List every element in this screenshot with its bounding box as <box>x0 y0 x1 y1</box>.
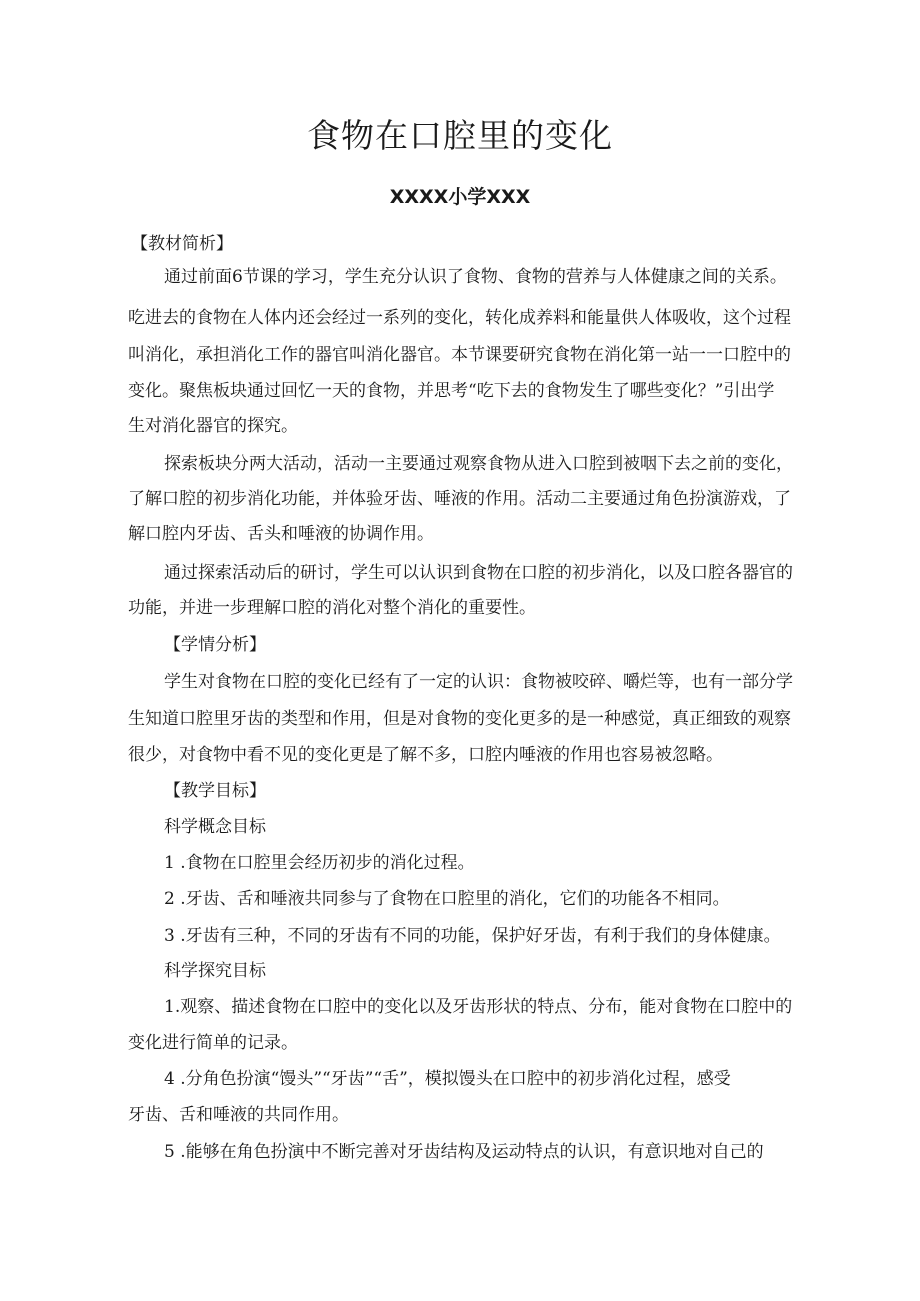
subheading-concept: 科学概念目标 <box>164 817 266 837</box>
list-item: 2 .牙齿、舌和唾液共同参与了食物在口腔里的消化，它们的功能各不相同。 <box>164 889 730 909</box>
subheading-inquiry: 科学探究目标 <box>164 961 266 981</box>
paragraph-line: 生知道口腔里牙齿的类型和作用，但是对食物的变化更多的是一种感觉，真正细致的观察 <box>128 709 791 729</box>
paragraph-line: 通过前面6节课的学习，学生充分认识了食物、食物的营养与人体健康之间的关系。 <box>164 267 787 287</box>
paragraph-line: 生对消化器官的探究。 <box>128 416 298 436</box>
paragraph-line: 解口腔内牙齿、舌头和唾液的协调作用。 <box>128 524 434 544</box>
paragraph-line: 探索板块分两大活动，活动一主要通过观察食物从进入口腔到被咽下去之前的变化， <box>164 454 793 474</box>
author-line: XXXX小学XXX <box>389 186 531 208</box>
list-item: 1 .食物在口腔里会经历初步的消化过程。 <box>164 853 475 873</box>
list-item: 4 .分角色扮演“馒头”“牙齿”“舌”，模拟馒头在口腔中的初步消化过程，感受 <box>164 1069 731 1089</box>
paragraph-line: 吃进去的食物在人体内还会经过一系列的变化，转化成养料和能量供人体吸收，这个过程 <box>128 308 791 328</box>
paragraph-line: 了解口腔的初步消化功能，并体验牙齿、唾液的作用。活动二主要通过角色扮演游戏，了 <box>128 489 791 509</box>
list-item: 1.观察、描述食物在口腔中的变化以及牙齿形状的特点、分布，能对食物在口腔中的 <box>164 997 793 1017</box>
paragraph-line: 功能，并进一步理解口腔的消化对整个消化的重要性。 <box>128 598 536 618</box>
section-heading-xueqing: 【学情分析】 <box>164 635 266 655</box>
paragraph-line: 很少，对食物中看不见的变化更是了解不多，口腔内唾液的作用也容易被忽略。 <box>128 745 723 765</box>
paragraph-line: 叫消化，承担消化工作的器官叫消化器官。本节课要研究食物在消化第一站一一口腔中的 <box>128 345 791 365</box>
page-title: 食物在口腔里的变化 <box>307 116 613 155</box>
section-heading-jiaocai: 【教材简析】 <box>131 234 233 254</box>
paragraph-line: 变化进行简单的记录。 <box>128 1033 298 1053</box>
list-item: 5 .能够在角色扮演中不断完善对牙齿结构及运动特点的认识，有意识地对自己的 <box>164 1142 764 1162</box>
paragraph-line: 牙齿、舌和唾液的共同作用。 <box>128 1105 349 1125</box>
list-item: 3 .牙齿有三种，不同的牙齿有不同的功能，保护好牙齿，有利于我们的身体健康。 <box>164 926 781 946</box>
paragraph-line: 学生对食物在口腔的变化已经有了一定的认识：食物被咬碎、嚼烂等，也有一部分学 <box>164 672 793 692</box>
paragraph-line: 变化。聚焦板块通过回忆一天的食物，并思考“吃下去的食物发生了哪些变化？”引出学 <box>128 381 775 401</box>
paragraph-line: 通过探索活动后的研讨，学生可以认识到食物在口腔的初步消化，以及口腔各器官的 <box>164 563 793 583</box>
section-heading-mubiao: 【教学目标】 <box>164 781 266 801</box>
